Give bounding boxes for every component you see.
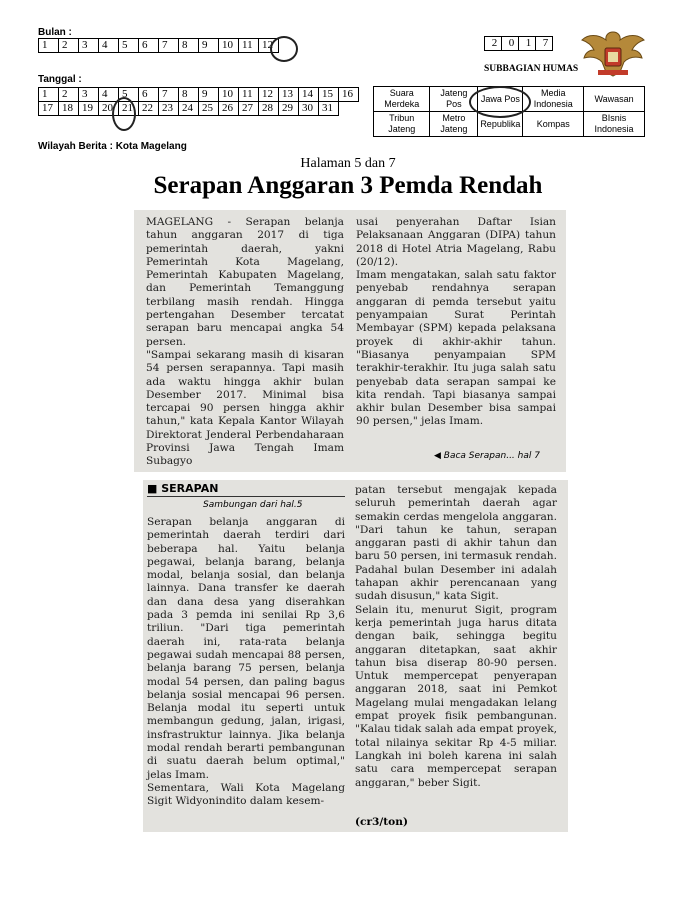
day-cell: 23 [159,102,179,116]
day-cell: 10 [219,88,239,102]
day-cell: 17 [39,102,59,116]
serapan-section-label: ■ SERAPAN [147,482,219,495]
day-cell: 7 [159,88,179,102]
newspaper-cell: Wawasan [584,87,645,112]
year-digit-cell: 2 [485,37,502,51]
newspaper-cell: Jawa Pos [478,87,523,112]
bulan-label: Bulan : [38,27,72,38]
month-cell: 10 [219,39,239,53]
day-cell: 2 [59,88,79,102]
day-cell: 19 [79,102,99,116]
day-cell: 5 [119,88,139,102]
day-cell: 1 [39,88,59,102]
day-cell: 26 [219,102,239,116]
baca-continuation: ◀ Baca Serapan... hal 7 [434,451,540,461]
newspaper-cell: Kompas [523,112,584,137]
paper-selection-circle [469,86,531,118]
newspaper-cell: Suara Merdeka [374,87,430,112]
day-cell: 30 [299,102,319,116]
day-cell: 3 [79,88,99,102]
tanggal-label: Tanggal : [38,74,82,85]
day-grid [38,87,359,116]
year-box [484,36,553,51]
day-cell: 13 [279,88,299,102]
page-reference: Halaman 5 dan 7 [300,156,396,171]
part2-column-2: patan tersebut mengajak kepada seluruh pemerintah daerah agar semakin cerdas mengelola anggaran. "Dari tahun ke tahun, serapan anggaran pasti di akhir tahun dan baru 50 persen, ini termasuk rendah. Padahal bulan Desember ini adalah tahapan akhir perencanaan yang sudah disusun," kata Sigit. Selain itu, menurut Sigit, program kerja pemerintah juga harus ditata dengan baik, sehingga begitu anggaran ditetapkan, saat akhir tahun bisa diserap 80-90 persen. Untuk mempercepat penyerapan anggaran 2018, saat ini Pemkot Magelang mulai mengadakan lelang empat proyek fisik pembangunan. "Kalau tidak salah ada empat proyek, total nilainya sekitar Rp 4-5 miliar. Langkah ini boleh karena ini salah satu cara mempercepat serapan anggaran," beber Sigit. [355,484,557,789]
month-selection-circle [270,36,298,62]
subbagian-humas: SUBBAGIAN HUMAS [484,64,579,74]
day-cell: 20 [99,102,119,116]
day-cell: 28 [259,102,279,116]
month-cell: 3 [79,39,99,53]
day-cell: 14 [299,88,319,102]
month-cell: 1 [39,39,59,53]
month-cell: 4 [99,39,119,53]
wilayah-berita: Wilayah Berita : Kota Magelang [38,141,187,152]
month-cell: 7 [159,39,179,53]
day-cell: 8 [179,88,199,102]
day-selection-circle [112,97,136,131]
day-cell: 16 [339,88,359,102]
month-cell: 9 [199,39,219,53]
newspaper-cell: Metro Jateng [430,112,478,137]
day-cell: 22 [139,102,159,116]
month-cell: 12 [259,39,279,53]
article-title: Serapan Anggaran 3 Pemda Rendah [153,172,543,199]
part2-column-1: Serapan belanja anggaran di pemerintah daerah terdiri dari beberapa hal. Yaitu belanja pegawai, belanja barang, belanja modal, belanja sosial, dan belanja lainnya. Dana transfer ke daerah dan dana desa yang diserahkan pada 3 pemda ini senilai Rp 3,6 triliun. "Dari tiga pemerintah daerah ini, rata-rata belanja pegawai sudah mencapai 88 persen, belanja barang 75 persen, belanja modal 54 persen, dan paling bagus belanja sosial mencapai 96 persen. Belanja modal itu seperti untuk membangun gedung, jalan, irigasi, insfrastruktur lainnya. Jika belanja modal rendah berarti pembangunan di suatu daerah belum optimal," jelas Imam. Sementara, Wali Kota Magelang Sigit Widyonindito dalam kesem- [147,516,345,808]
clipping-part-1 [134,210,566,472]
byline: (cr3/ton) [355,816,408,828]
month-cell: 8 [179,39,199,53]
day-cell: 6 [139,88,159,102]
year-digit-cell: 7 [536,37,553,51]
part1-column-2: usai penyerahan Daftar Isian Pelaksanaan Anggaran (DIPA) tahun 2018 di Hotel Atria Magelang, Rabu (20/12). Imam mengatakan, salah satu faktor penyebab rendahnya serapan anggaran di pemda tersebut yaitu penyampaian Surat Perintah Membayar (SPM) kepada pelaksana proyek di akhir-akhir tahun. "Biasanya penyampaian SPM terakhir-terakhir. Itu juga salah satu penyebab data serapan sampai ke kita rendah. Tapi biasanya sampai akhir bulan Desember bisa sampai 90 persen," jelas Imam. [356,216,556,428]
day-cell: 4 [99,88,119,102]
day-cell: 18 [59,102,79,116]
day-cell: 25 [199,102,219,116]
clipping-part-2 [143,480,568,832]
day-cell: 11 [239,88,259,102]
month-cell: 5 [119,39,139,53]
day-cell: 31 [319,102,339,116]
day-cell: 21 [119,102,139,116]
day-cell: 9 [199,88,219,102]
day-cell: 27 [239,102,259,116]
day-cell: 29 [279,102,299,116]
day-cell: 24 [179,102,199,116]
part1-column-1: MAGELANG - Serapan belanja tahun anggaran 2017 di tiga pemerintah daerah, yakni Pemerintah Kota Magelang, Pemerintah Kabupaten Magelang, dan Pemerintah Temanggung terbilang masih rendah. Hingga pertengahan Desember tercatat serapan baru mencapai angka 54 persen. "Sampai sekarang masih di kisaran 54 persen serapannya. Tapi masih ada waktu hingga akhir bulan Desember 2017. Minimal bisa tercapai 90 persen hingga akhir tahun," kata Kepala Kantor Wilayah Direktorat Jenderal Perbendaharaan Provinsi Jawa Tengah Imam Subagyo [146,216,344,468]
day-cell: 15 [319,88,339,102]
month-cell: 6 [139,39,159,53]
garuda-emblem-icon [580,26,646,78]
newspaper-cell: Media Indonesia [523,87,584,112]
square-bullet-icon: ■ [147,482,158,495]
day-cell: 12 [259,88,279,102]
newspaper-cell: Tribun Jateng [374,112,430,137]
newspaper-cell: Jateng Pos [430,87,478,112]
month-grid [38,38,279,53]
month-cell: 11 [239,39,259,53]
year-digit-cell: 1 [519,37,536,51]
sambungan-label: Sambungan dari hal.5 [203,500,303,510]
year-digit-cell: 0 [502,37,519,51]
month-cell: 2 [59,39,79,53]
arrow-icon: ◀ [434,451,444,461]
newspaper-cell: BIsnis Indonesia [584,112,645,137]
newspaper-cell: Republika [478,112,523,137]
section-divider [147,496,345,497]
